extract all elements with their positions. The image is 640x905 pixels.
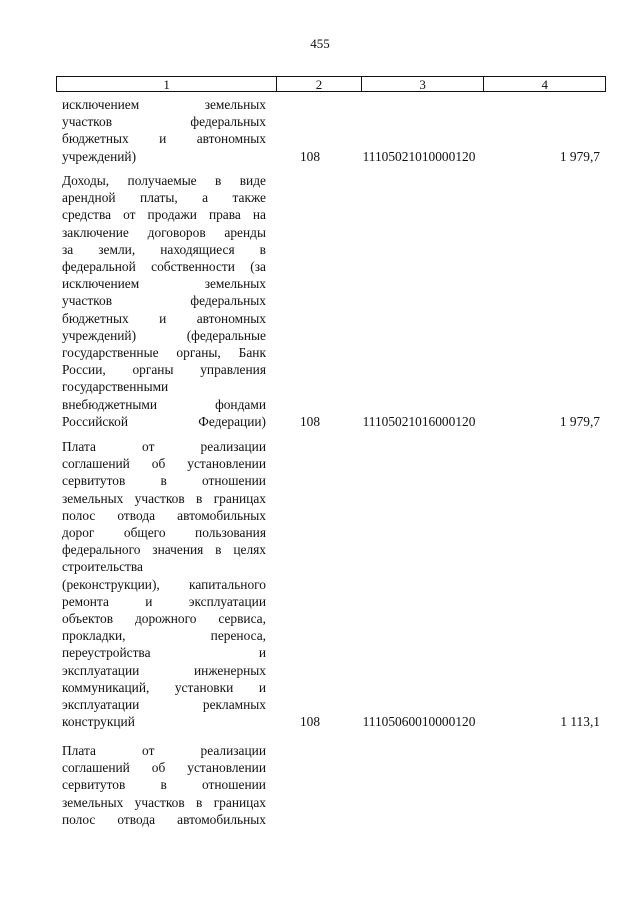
description-word: и: [258, 679, 266, 695]
description-word: в: [196, 794, 203, 810]
description-word: рекламных: [202, 697, 266, 713]
description-word: Банк: [238, 345, 266, 361]
description-word: (реконструкции),: [62, 576, 160, 592]
description-word: земельных: [204, 97, 266, 112]
description-word: и: [145, 593, 153, 609]
description-word: автономных: [196, 131, 266, 147]
description-word: Российской: [62, 413, 128, 429]
description-word: строительства: [62, 559, 143, 575]
description-line: [62, 258, 266, 275]
description-line: [62, 662, 266, 679]
description-word: участков: [62, 293, 113, 309]
description-word: эксплуатации: [188, 593, 266, 609]
description-line: [62, 113, 266, 130]
row-kbk-code: 11105060010000120: [362, 714, 476, 730]
description-word: капитального: [189, 576, 266, 592]
description-word: сервитутов: [62, 473, 126, 489]
description-word: находящиеся: [160, 241, 235, 257]
description-word: дорог: [62, 525, 95, 541]
header-col-4: 4: [541, 76, 548, 92]
description-word: (федеральные: [186, 327, 266, 343]
description-line: [62, 438, 266, 455]
description-word: ремонта: [62, 593, 109, 609]
description-word: автомобильных: [177, 811, 266, 827]
description-word: учреждений): [62, 148, 137, 164]
description-word: пользования: [195, 525, 266, 541]
description-word: органы: [132, 362, 174, 378]
description-word: аренды: [224, 224, 266, 240]
row-code: 108: [299, 714, 321, 730]
description-word: в: [160, 777, 167, 793]
description-word: также: [232, 190, 266, 206]
header-col-2: 2: [277, 77, 362, 91]
description-word: Федерации): [198, 413, 266, 429]
description-word: участков: [134, 794, 185, 810]
row-amount: 1 979,7: [559, 148, 600, 164]
description-word: инженерных: [193, 662, 266, 678]
description-word: полос: [62, 507, 96, 523]
description-word: сервиса,: [218, 611, 266, 627]
description-line: [62, 472, 266, 489]
description-word: в: [196, 490, 203, 506]
row-description: [62, 172, 266, 430]
description-word: собственности: [151, 259, 235, 275]
description-word: от: [123, 207, 136, 223]
description-line: [62, 558, 266, 575]
description-line: [62, 206, 266, 223]
description-word: договоров: [147, 224, 206, 240]
description-word: отвода: [117, 507, 156, 523]
description-word: а: [202, 190, 209, 206]
row-description: [62, 438, 266, 730]
description-line: [62, 576, 266, 593]
description-word: и: [258, 645, 266, 661]
description-line: [62, 507, 266, 524]
description-word: арендной: [62, 190, 116, 206]
description-line: [62, 275, 266, 292]
description-line: [62, 172, 266, 189]
description-line: [62, 794, 266, 811]
row-amount: 1 113,1: [560, 714, 600, 730]
description-word: управления: [200, 362, 266, 378]
description-word: эксплуатации: [62, 697, 140, 713]
description-word: целях: [233, 542, 266, 558]
description-word: и: [159, 131, 167, 147]
row-kbk-code: 11105021016000120: [362, 413, 476, 429]
description-word: России,: [62, 362, 106, 378]
description-line: [62, 130, 266, 147]
description-word: отношении: [201, 777, 266, 793]
description-line: [62, 610, 266, 627]
description-word: федеральных: [190, 293, 266, 309]
description-word: Плата: [62, 743, 96, 758]
description-word: сервитутов: [62, 777, 126, 793]
description-word: государственные: [62, 345, 159, 361]
description-line: [62, 361, 266, 378]
description-line: [62, 413, 266, 430]
description-word: эксплуатации: [62, 662, 140, 678]
description-word: участков: [62, 114, 113, 130]
description-line: [62, 455, 266, 472]
description-word: федеральных: [190, 114, 266, 130]
table-header: [56, 76, 606, 92]
description-word: отвода: [117, 811, 156, 827]
description-word: государственными: [62, 379, 169, 395]
description-word: дорожного: [134, 611, 197, 627]
description-word: границах: [213, 490, 266, 506]
description-word: участков: [134, 490, 185, 506]
description-word: установки: [174, 679, 234, 695]
description-word: права: [208, 207, 241, 223]
description-word: и: [159, 310, 167, 326]
description-line: [62, 310, 266, 327]
description-line: [62, 644, 266, 661]
description-word: платы,: [140, 190, 178, 206]
description-word: переноса,: [210, 628, 266, 644]
description-word: получаемые: [127, 173, 197, 188]
description-word: объектов: [62, 611, 114, 627]
description-line: [62, 224, 266, 241]
description-line: [62, 148, 266, 165]
description-word: заключение: [62, 224, 129, 240]
description-word: установлении: [187, 760, 266, 776]
description-word: полос: [62, 811, 96, 827]
description-line: [62, 541, 266, 558]
description-word: отношении: [201, 473, 266, 489]
description-word: в: [215, 173, 222, 188]
description-word: бюджетных: [62, 310, 129, 326]
description-word: в: [259, 241, 266, 257]
description-word: общего: [123, 525, 166, 541]
description-line: [62, 627, 266, 644]
description-word: земельных: [204, 276, 266, 292]
description-word: автономных: [196, 310, 266, 326]
description-line: [62, 396, 266, 413]
description-line: [62, 189, 266, 206]
description-word: установлении: [187, 456, 266, 472]
description-word: Плата: [62, 439, 96, 454]
description-word: соглашений: [62, 456, 130, 472]
description-word: автомобильных: [177, 507, 266, 523]
description-line: [62, 292, 266, 309]
description-word: переустройства: [62, 645, 151, 661]
description-word: земельных: [62, 490, 124, 506]
description-line: [62, 593, 266, 610]
description-line: [62, 776, 266, 793]
description-line: [62, 679, 266, 696]
description-word: внебюджетными: [62, 396, 158, 412]
description-line: [62, 327, 266, 344]
description-word: средства: [62, 207, 112, 223]
description-line: [62, 742, 266, 759]
row-description: [62, 96, 266, 165]
description-word: от: [142, 439, 155, 454]
description-word: коммуникаций,: [62, 679, 150, 695]
description-word: учреждений): [62, 327, 137, 343]
description-word: реализации: [200, 743, 266, 758]
row-code: 108: [299, 413, 321, 429]
description-word: конструкций: [62, 714, 135, 730]
description-word: земли,: [98, 241, 136, 257]
description-line: [62, 241, 266, 258]
description-line: [62, 490, 266, 507]
description-word: виде: [239, 173, 266, 188]
description-line: [62, 344, 266, 361]
description-word: реализации: [200, 439, 266, 454]
header-col-3: 3: [362, 77, 485, 91]
description-word: границах: [213, 794, 266, 810]
description-word: соглашений: [62, 760, 130, 776]
description-word: фондами: [215, 396, 266, 412]
description-line: [62, 696, 266, 713]
description-word: продажи: [147, 207, 197, 223]
row-kbk-code: 11105021010000120: [362, 148, 476, 164]
description-word: Доходы,: [62, 173, 110, 188]
description-line: [62, 713, 266, 730]
description-word: исключением: [62, 276, 140, 292]
description-line: [62, 378, 266, 395]
description-line: [62, 524, 266, 541]
description-word: в: [215, 542, 222, 558]
description-line: [62, 96, 266, 113]
description-word: на: [252, 207, 266, 223]
description-word: (за: [250, 259, 266, 275]
header-col-1: 1: [57, 77, 277, 91]
description-line: [62, 811, 266, 828]
description-word: федерального: [62, 542, 141, 558]
description-word: в: [160, 473, 167, 489]
row-description: [62, 742, 266, 828]
description-word: земельных: [62, 794, 124, 810]
description-word: прокладки,: [62, 628, 126, 644]
description-word: об: [151, 760, 166, 776]
description-word: за: [62, 241, 74, 257]
description-word: исключением: [62, 97, 140, 112]
page-number: 455: [310, 36, 330, 51]
description-word: об: [151, 456, 166, 472]
description-word: от: [142, 743, 155, 758]
description-word: органы,: [176, 345, 221, 361]
description-word: бюджетных: [62, 131, 129, 147]
row-code: 108: [299, 148, 321, 164]
description-line: [62, 759, 266, 776]
row-amount: 1 979,7: [559, 413, 600, 429]
description-word: федеральной: [62, 259, 136, 275]
description-word: значения: [152, 542, 204, 558]
